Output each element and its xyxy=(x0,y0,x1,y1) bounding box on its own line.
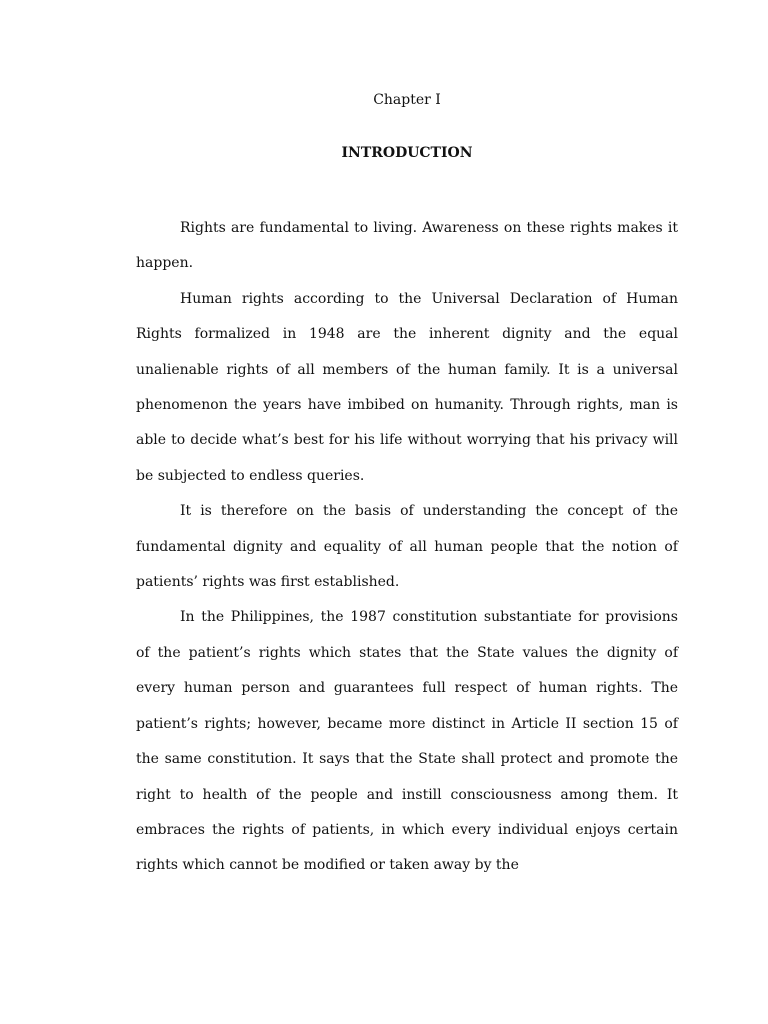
body-text xyxy=(136,211,678,884)
chapter-title: INTRODUCTION xyxy=(341,145,473,161)
chapter-label: Chapter I xyxy=(373,92,441,108)
paragraph: Human rights according to the Universal Declaration of Human Rights formalized in 1948 are the inherent dignity and the equal unalienable rights of all members of the human family. It is a universal phenomenon the years have imbibed on humanity. Through rights, man is able to decide what’s best for his life without worrying that his privacy will be subjected to endless queries. xyxy=(136,290,678,484)
paragraph: In the Philippines, the 1987 constitution substantiate for provisions of the patient’s rights which states that the State values the dignity of every human person and guarantees full respect of human rights. The patient’s rights; however, became more distinct in Article II section 15 of the same constitution. It says that the State shall protect and promote the right to health of the people and instill consciousness among them. It embraces the rights of patients, in which every individual enjoys certain rights which cannot be modified or taken away by the xyxy=(136,609,678,874)
paragraph: It is therefore on the basis of understanding the concept of the fundamental dignity and equality of all human people that the notion of patients’ rights was first established. xyxy=(136,503,678,591)
paragraph: Rights are fundamental to living. Awareness on these rights makes it happen. xyxy=(136,220,678,272)
